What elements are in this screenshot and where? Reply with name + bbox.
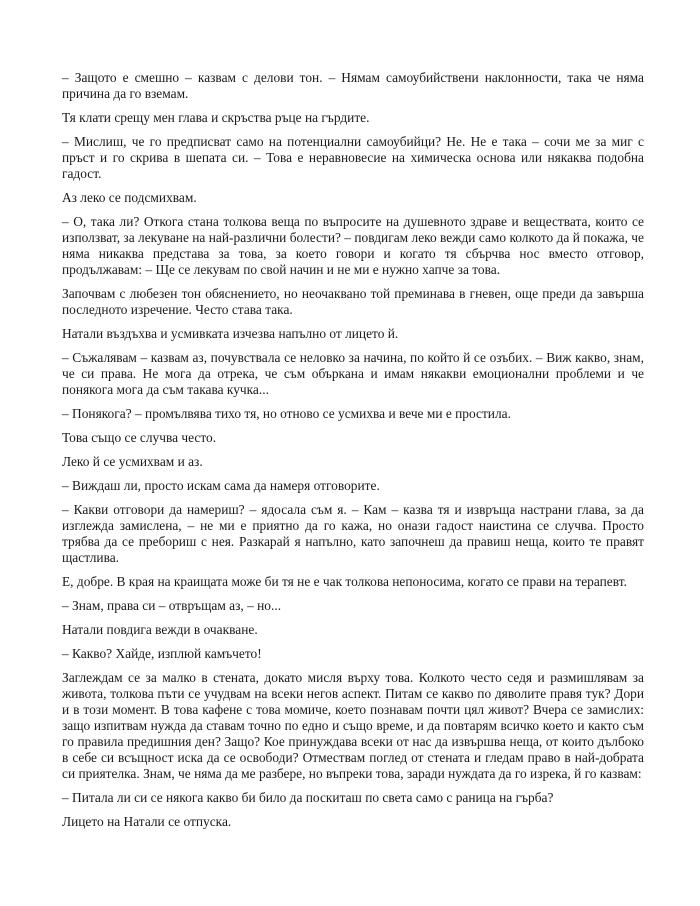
paragraph: Заглеждам се за малко в стената, докато мисля върху това. Колкото често седя и размишлявам за живота, толкова пъти се учудвам на всеки негов аспект. Питам се какво по дяволите правя тук? Дори и в този момент. В това кафене с това момиче, което познавам почти цял живот? Вчера се замислих: защо изпитвам нужда да ставам точно по едно и също време, и да повтарям всичко което и както съм го правила предишния ден? Защо? Кое принуждава всеки от нас да извършва неща, от които дълбоко в себе си всъщност иска да се освободи? Отмествам поглед от стената и гледам право в най-добрата си приятелка. Знам, че няма да ме разбере, но въпреки това, заради нуждата да го изрека, й го казвам:: [62, 670, 644, 781]
paragraph: – Питала ли си се някога какво би било да поскиташ по света само с раница на гърба?: [62, 790, 554, 805]
paragraph: – Виждаш ли, просто искам сама да намеря отговорите.: [62, 478, 380, 493]
paragraph: Е, добре. В края на краищата може би тя не е чак толкова непоносима, когато се прави на терапевт.: [62, 574, 627, 589]
paragraph: – Какво? Хайде, изплюй камъчето!: [62, 646, 262, 661]
paragraph: – Какви отговори да намериш? – ядосала съм я. – Кам – казва тя и извръща настрани глава, за да изглежда замислена, – не ми е приятно да го кажа, но онази гадост наистина се случва. Просто трябва да се пребориш с нея. Разкарай я напълно, като започнеш да правиш неща, които те правят щастлива.: [62, 502, 644, 565]
paragraph: Натали въздъхва и усмивката изчезва напълно от лицето й.: [62, 326, 399, 341]
paragraph: Тя клати срещу мен глава и скръства ръце на гърдите.: [62, 110, 370, 125]
document-page: [62, 70, 644, 838]
paragraph: Леко й се усмихвам и аз.: [62, 454, 203, 469]
paragraph: Аз леко се подсмихвам.: [62, 190, 197, 205]
paragraph: – Понякога? – промълвява тихо тя, но отново се усмихва и вече ми е простила.: [62, 406, 511, 421]
paragraph: – Съжалявам – казвам аз, почувствала се неловко за начина, по който й се озъбих. – Виж какво, знам, че си права. Не мога да отрека, че съм объркана и имам някакви емоционални проблеми и че понякога мога да съм такава кучка...: [62, 350, 644, 397]
paragraph: Започвам с любезен тон обяснението, но неочаквано той преминава в гневен, още преди да завърша последното изречение. Често става така.: [62, 286, 644, 317]
paragraph: – Знам, права си – отвръщам аз, – но...: [62, 598, 282, 613]
paragraph: – О, така ли? Откога стана толкова веща по въпросите на душевното здраве и веществата, които се използват, за лекуване на най-различни болести? – повдигам леко вежди само колкото да й покажа, че няма никаква представа за това, за което говори и когато тя сбърчва нос вместо отговор, продължавам: – Ще се лекувам по свой начин и не ми е нужно хапче за това.: [62, 214, 644, 277]
paragraph: Това също се случва често.: [62, 430, 217, 445]
paragraph: – Защото е смешно – казвам с делови тон. – Нямам самоубийствени наклонности, така че няма причина да го вземам.: [62, 70, 644, 101]
paragraph: Лицето на Натали се отпуска.: [62, 814, 232, 829]
paragraph: Натали повдига вежди в очакване.: [62, 622, 258, 637]
paragraph: – Мислиш, че го предписват само на потенциални самоубийци? Не. Не е така – сочи ме за миг с пръст и го скрива в шепата си. – Това е неравновесие на химическа основа или някаква подобна гадост.: [62, 134, 644, 181]
